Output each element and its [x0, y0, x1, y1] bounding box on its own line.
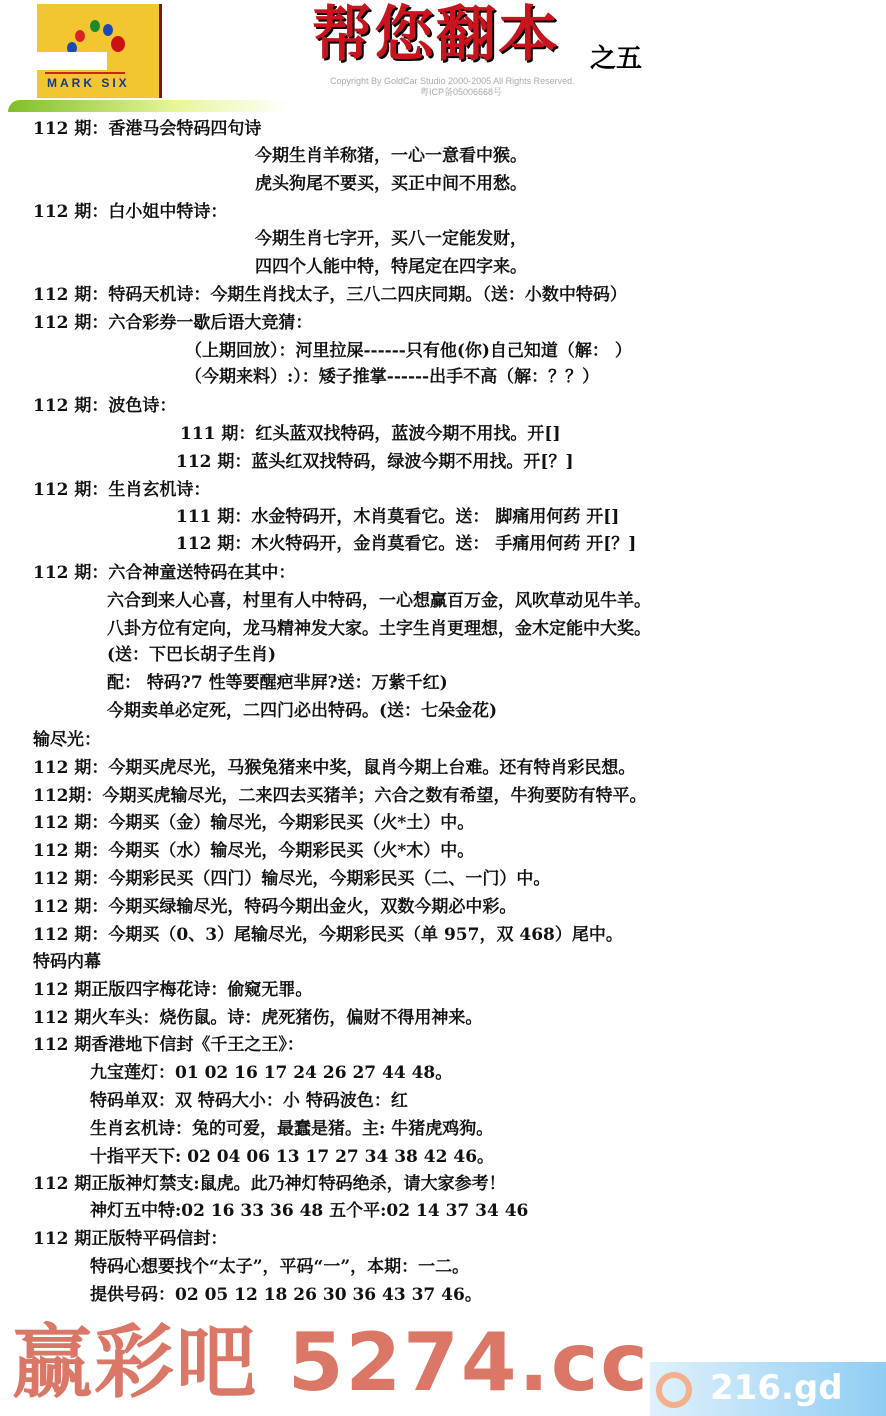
copyright-line: Copyright By GoldCar Studio 2000-2005 All Rights Reserved. — [330, 76, 575, 86]
list-item: 112 期：今期彩民买（四门）输尽光，今期彩民买（二、一门）中。 — [33, 869, 551, 889]
secondary-watermark-text: 216.gd — [710, 1368, 843, 1408]
section-heading: 112 期：六合神童送特码在其中： — [33, 563, 296, 583]
list-item: 九宝莲灯：01 02 16 17 24 26 27 44 48。 — [90, 1063, 453, 1083]
poem-line: 四四个人能中特，特尾定在四字来。 — [255, 257, 527, 277]
watermark: 赢彩吧 5274.cc — [12, 1316, 650, 1409]
mark-six-logo — [37, 4, 162, 98]
list-item: 神灯五中特:02 16 33 36 48 五个平:02 14 37 34 46 — [90, 1201, 529, 1221]
icp-line: 粤ICP备05006668号 — [420, 87, 503, 97]
list-item: 特码单双：双 特码大小：小 特码波色：红 — [90, 1091, 408, 1111]
list-item: 生肖玄机诗：兔的可爱，最蠢是猪。主: 牛猪虎鸡狗。 — [90, 1119, 494, 1139]
list-item: 提供号码：02 05 12 18 26 30 36 43 37 46。 — [90, 1285, 482, 1305]
list-item: 特码心想要找个“太子”，平码“一”，本期：一二。 — [90, 1257, 470, 1277]
list-item: 十指平天下: 02 04 06 13 17 27 34 38 42 46。 — [90, 1147, 495, 1167]
logo-text: MARK SIX — [47, 76, 130, 90]
logo-dot — [75, 30, 85, 42]
poem-line: 虎头狗尾不要买，买正中间不用愁。 — [255, 174, 527, 194]
faint-copyright — [330, 76, 575, 98]
poem-line: 今期卖单必定死，二四门必出特码。(送：七朵金花) — [107, 701, 498, 721]
list-item: 112期：今期买虎输尽光，二来四去买猪羊；六合之数有希望，牛狗要防有特平。 — [33, 786, 647, 806]
section-heading: 特码内幕 — [33, 952, 101, 972]
poem-line: 112 期：木火特码开，金肖莫看它。送： 手痛用何药 开[？] — [176, 534, 637, 554]
green-swoosh — [8, 100, 288, 112]
section-heading: 112 期：香港马会特码四句诗 — [33, 119, 262, 139]
list-item: 112 期：今期买绿输尽光，特码今期出金火，双数今期必中彩。 — [33, 897, 517, 917]
section-heading: 输尽光： — [33, 730, 101, 750]
page-subtitle: 之五 — [590, 44, 643, 74]
poem-line: 今期生肖羊称猪，一心一意看中猴。 — [255, 146, 527, 166]
circle-icon — [656, 1372, 692, 1408]
list-item: 112 期：今期买（金）输尽光，今期彩民买（火*土）中。 — [33, 813, 475, 833]
poem-line: 112 期：蓝头红双找特码，绿波今期不用找。开[？] — [176, 452, 574, 472]
list-item: 112 期：今期买虎尽光，马猴兔猪来中奖，鼠肖今期上台难。还有特肖彩民想。 — [33, 758, 636, 778]
section-heading: 112 期：特码天机诗：今期生肖找太子，三八二四庆同期。（送：小数中特码） — [33, 285, 627, 305]
section-heading: 112 期正版特平码信封： — [33, 1229, 228, 1249]
poem-line: 111 期：红头蓝双找特码，蓝波今期不用找。开[] — [180, 424, 561, 444]
riddle-line: （今期来料）:）：矮子推掌------出手不高（解：？？） — [185, 367, 600, 387]
poem-line: 今期生肖七字开，买八一定能发财， — [255, 229, 527, 249]
logo-red-bar — [45, 72, 125, 74]
section-heading: 112 期：六合彩券一歇后语大竞猜： — [33, 313, 313, 333]
poem-line: 六合到来人心喜，村里有人中特码，一心想赢百万金，风吹草动见牛羊。 — [107, 591, 651, 611]
section-heading: 112 期正版神灯禁支:鼠虎。此乃神灯特码绝杀，请大家参考！ — [33, 1174, 506, 1194]
list-item: 112 期正版四字梅花诗：偷窥无罪。 — [33, 980, 313, 1000]
poem-line: 八卦方位有定向，龙马精神发大家。土字生肖更理想，金木定能中大奖。 — [107, 619, 651, 639]
section-heading: 112 期香港地下信封《千王之王》： — [33, 1035, 304, 1055]
section-heading: 112 期：波色诗： — [33, 396, 177, 416]
poem-line: 配： 特码?7 性等要醒疤芈屛?送：万紫千红) — [107, 673, 448, 693]
list-item: 112 期：今期买（水）输尽光，今期彩民买（火*木）中。 — [33, 841, 475, 861]
riddle-line: （上期回放）：河里拉屎------只有他(你)自己知道（解： ） — [185, 341, 632, 361]
list-item: 112 期：今期买（0、3）尾输尽光，今期彩民买（单 957，双 468）尾中。 — [33, 925, 623, 945]
section-heading: 112 期：生肖玄机诗： — [33, 480, 211, 500]
secondary-watermark — [650, 1362, 886, 1416]
list-item: 112 期火车头：烧伤鼠。诗：虎死猪伤，偏财不得用神来。 — [33, 1008, 483, 1028]
page-title: 帮您翻本 — [312, 0, 560, 70]
logo-dot — [103, 24, 113, 36]
poem-line: (送：下巴长胡子生肖) — [107, 645, 277, 665]
section-heading: 112 期：白小姐中特诗： — [33, 202, 228, 222]
logo-white-band — [37, 52, 107, 70]
poem-line: 111 期：水金特码开，木肖莫看它。送： 脚痛用何药 开[] — [176, 507, 620, 527]
logo-dot — [111, 36, 125, 52]
logo-dot — [90, 20, 100, 32]
